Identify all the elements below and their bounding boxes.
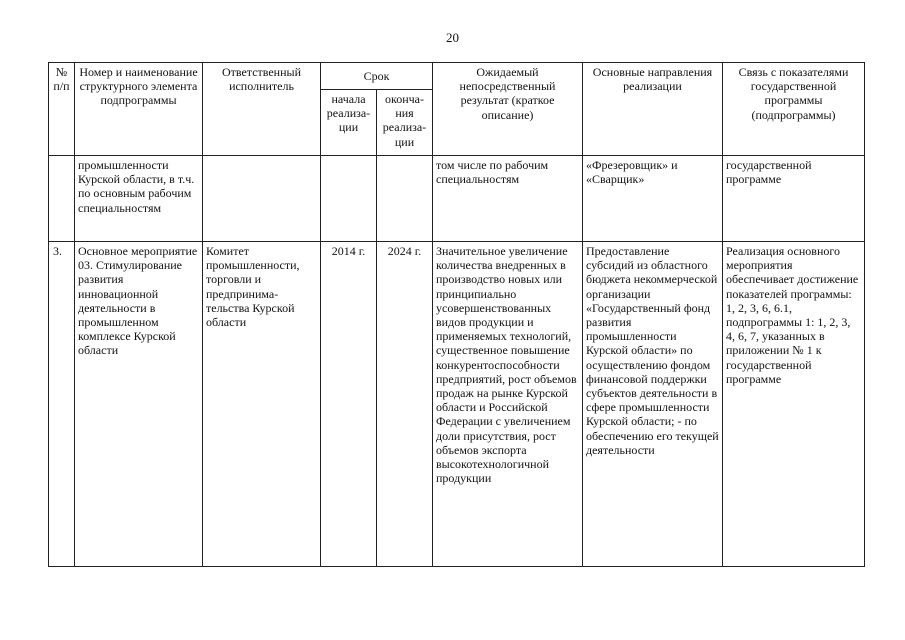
row-end	[377, 156, 433, 242]
row-executor	[203, 156, 321, 242]
header-executor: Ответственный исполнитель	[203, 63, 321, 156]
row-executor: Комитет промышленности, торговли и предпринима-тельства Курской области	[203, 242, 321, 567]
row-num	[49, 156, 75, 242]
row-result: Значительное увеличение количества внедренных в производство новых или принципиально усовершенствованных видов продукции и применяемых технологий, существенное повышение конкурентоспособности предприятий, рост объемов продаж на рынке Курской области и Российской Федерации с увеличением доли присутствия, рост объемов экспорта высокотехнологичной продукции	[433, 242, 583, 567]
header-name: Номер и наименование структурного элемента подпрограммы	[75, 63, 203, 156]
header-end: оконча-ния реализа-ции	[377, 90, 433, 156]
header-directions: Основные направления реализации	[583, 63, 723, 156]
table-row	[49, 156, 865, 242]
row-directions: «Фрезеровщик» и «Сварщик»	[583, 156, 723, 242]
header-result: Ожидаемый непосредственный результат (краткое описание)	[433, 63, 583, 156]
header-num: № п/п	[49, 63, 75, 156]
row-link: Реализация основного мероприятия обеспечивает достижение показателей программы: 1, 2, 3, 6, 6.1, подпрограммы 1: 1, 2, 3, 4, 6, 7, указанных в приложении № 1 к государственной программе	[723, 242, 865, 567]
row-name: Основное мероприятие 03. Стимулирование развития инновационной деятельности в промышленном комплексе Курской области	[75, 242, 203, 567]
header-row-1	[49, 63, 865, 90]
header-term: Срок	[321, 63, 433, 90]
row-end: 2024 г.	[377, 242, 433, 567]
header-link: Связь с показателями государственной программы (подпрограммы)	[723, 63, 865, 156]
row-start: 2014 г.	[321, 242, 377, 567]
table-row	[49, 242, 865, 567]
row-start	[321, 156, 377, 242]
row-link: государственной программе	[723, 156, 865, 242]
header-start: начала реализа-ции	[321, 90, 377, 156]
row-num: 3.	[49, 242, 75, 567]
row-result: том числе по рабочим специальностям	[433, 156, 583, 242]
row-name: промышленности Курской области, в т.ч. по основным рабочим специальностям	[75, 156, 203, 242]
subprogram-table	[48, 62, 865, 567]
row-directions: Предоставление субсидий из областного бюджета некоммерческой организации «Государственный фонд развития промышленности Курской области» по осуществлению фондом финансовой поддержки субъектов деятельности в сфере промышленности Курской области; - по обеспечению его текущей деятельности	[583, 242, 723, 567]
page-number: 20	[446, 30, 459, 45]
